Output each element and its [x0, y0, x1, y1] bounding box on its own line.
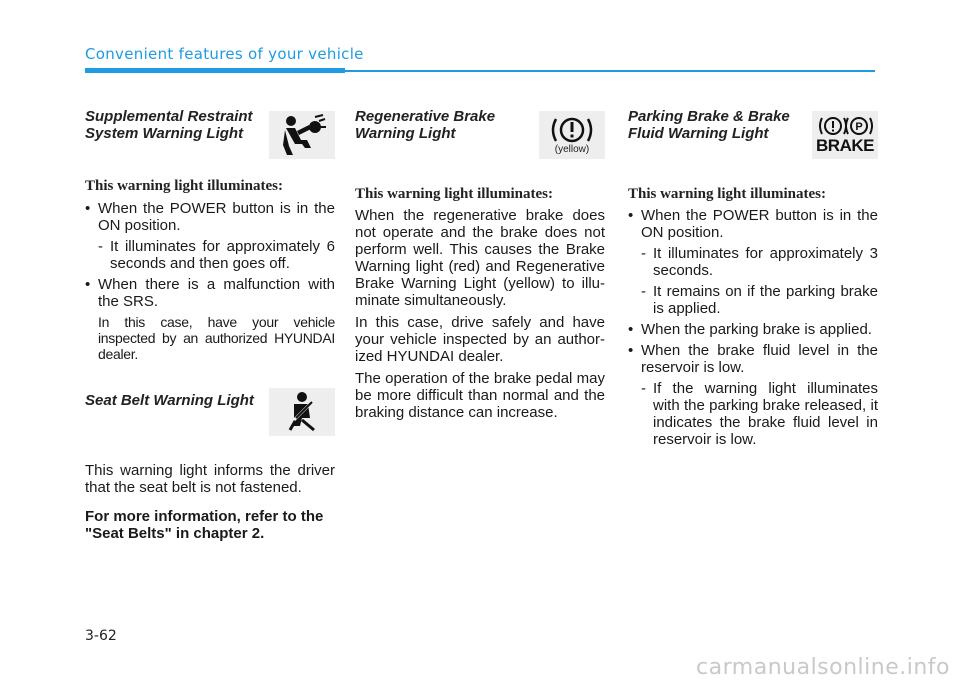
parking-brake-warning-icon: [812, 111, 878, 159]
seatbelt-paragraph-1: This warning light informs the driver that the seat belt is not fastened.: [85, 462, 335, 496]
airbag-warning-icon: [269, 111, 335, 159]
srs-bullet-1: • When the POWER button is in the ON position.: [85, 200, 335, 234]
regen-title: Regenerative Brake Warning Light: [355, 108, 496, 142]
srs-subheading: This warning light illuminates:: [85, 178, 283, 194]
parking-dash-1-text: It illuminates for approximately 3 seconds.: [653, 245, 878, 279]
parking-brake-subheading: This warning light illuminates:: [628, 186, 826, 202]
regen-subheading: This warning light illuminates:: [355, 186, 553, 202]
srs-dash-1: - It illuminates for approximately 6 seconds and then goes off.: [98, 238, 335, 272]
parking-bullet-3: • When the brake fluid level in the reservoir is low.: [628, 342, 878, 376]
regen-icon-label: (yellow): [554, 144, 590, 155]
srs-bullet-2: • When there is a malfunction with the SRS.: [85, 276, 335, 310]
column-right: [628, 108, 878, 448]
section-header-title: Convenient features of your vehicle: [85, 45, 364, 63]
srs-note: In this case, have your vehicle inspected by an authorized HYUNDAI dealer.: [98, 314, 335, 362]
seatbelt-warning-icon: [269, 388, 335, 436]
parking-bullet-1: • When the POWER button is in the ON position.: [628, 207, 878, 241]
parking-bullet-2: • When the parking brake is applied.: [628, 321, 878, 338]
header-bar-line: [345, 70, 875, 72]
page-number: 3-62: [85, 628, 117, 644]
parking-brake-icon-text: BRAKE: [816, 136, 874, 155]
parking-dash-3-text: If the warning light illuminates with the parking brake released, it indicates the brake fluid level in reservoir is low.: [653, 380, 878, 448]
seatbelt-paragraph-2: For more information, refer to the "Seat Belts" in chapter 2.: [85, 508, 324, 542]
parking-dash-3: - If the warning light illuminates with the parking brake released, it indicates the brake fluid level in reservoir is low.: [641, 380, 878, 448]
column-middle: [355, 108, 605, 421]
parking-dash-2: - It remains on if the parking brake is applied.: [641, 283, 878, 317]
parking-dash-1: - It illuminates for approximately 3 seconds.: [641, 245, 878, 279]
seatbelt-title: Seat Belt Warning Light: [85, 392, 254, 409]
parking-dash-2-text: It remains on if the parking brake is applied.: [653, 283, 878, 317]
regen-paragraph-1: When the regenerative brake does not operate and the brake does not perform well. This causes the Brake Warning light (red) and Regenerative Brake Warning Light (yellow) to illu-minate simultaneously.: [355, 207, 605, 309]
column-left: [85, 108, 335, 542]
header-bar-accent: [85, 68, 345, 73]
srs-dash-1-text: It illuminates for approximately 6 seconds and then goes off.: [110, 238, 335, 272]
srs-title: Supplemental Restraint System Warning Light: [85, 108, 253, 142]
regen-brake-warning-icon: [539, 111, 605, 159]
svg-text:P: P: [855, 121, 863, 133]
regen-paragraph-2: In this case, drive safely and have your vehicle inspected by an author-ized HYUNDAI dealer.: [355, 314, 605, 365]
watermark-link[interactable]: carmanualsonline.info: [696, 655, 950, 680]
regen-paragraph-3: The operation of the brake pedal may be more difficult than normal and the braking distance can increase.: [355, 370, 605, 421]
parking-brake-title: Parking Brake & Brake Fluid Warning Light: [628, 108, 790, 142]
